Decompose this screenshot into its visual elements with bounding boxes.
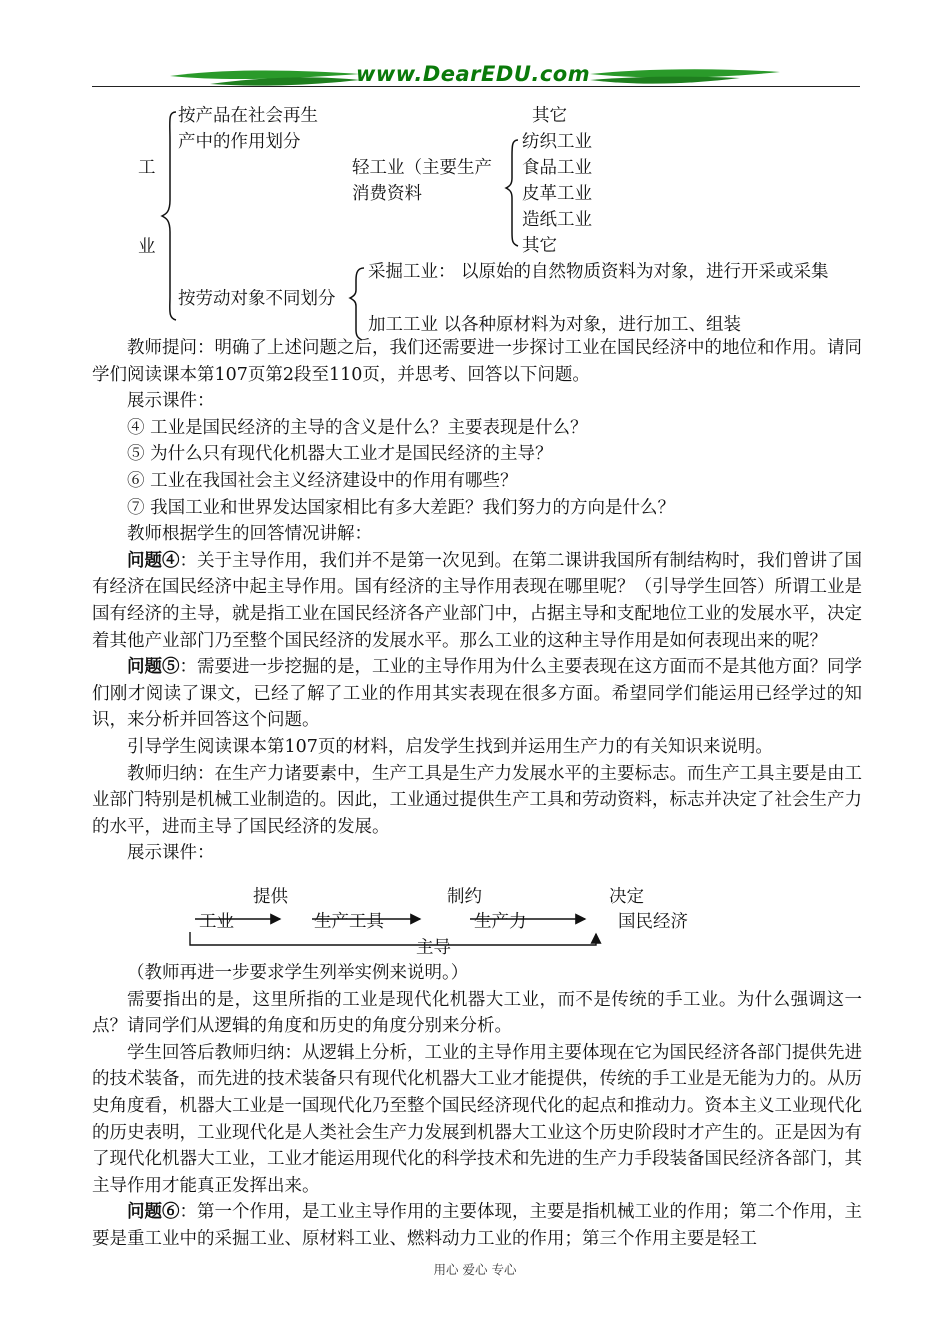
paragraph: 教师根据学生的回答情况讲解：	[127, 524, 372, 545]
arrow-lead-loop	[190, 932, 596, 945]
tree-root-top: 工	[138, 158, 156, 178]
question-7: ⑦ 我国工业和世界发达国家相比有多大差距？我们努力的方向是什么？	[127, 497, 676, 518]
question-label: 问题④	[127, 550, 180, 571]
page-footer: 用心 爱心 专心	[433, 1262, 517, 1277]
tree-qita-top: 其它	[532, 106, 567, 126]
flow-label-decide: 决定	[609, 887, 644, 907]
paragraph: 教师提问：明确了上述问题之后，我们还需要进一步探讨工业在国民经济中的地位和作用。请同学们阅读课本第107页第2段至110页，并思考、回答以下问题。	[92, 338, 862, 385]
paragraph-q6	[92, 1199, 862, 1252]
question-6: ⑥ 工业在我国社会主义经济建设中的作用有哪些？	[127, 470, 518, 491]
tree-branch2: 按劳动对象不同划分	[178, 289, 336, 309]
tree-branch1-line1: 按产品在社会再生	[178, 106, 318, 126]
paragraph: 学生回答后教师归纳：从逻辑上分析，工业的主导作用主要体现在它为国民经济各部门提供先进的技术装备，而先进的技术装备只有现代化机器大工业才能提供，传统的手工业是无能为力的。从历史角度看，机器大工业是一国现代化乃至整个国民经济现代化的起点和推动力。资本主义工业现代化的历史表明，工业现代化是人类社会生产力发展到机器大工业这个历史阶段时才产生的。正是因为有了现代化机器大工业，工业才能运用现代化的科学技术和先进的生产力手段装备国民经济各部门，其主导作用才能真正发挥出来。	[92, 1042, 862, 1196]
section-continuation	[92, 960, 862, 1253]
paragraph-text: ：需要进一步挖掘的是，工业的主导作用为什么主要表现在这方面而不是其他方面？同学们刚才阅读了课文，已经了解了工业的作用其实表现在很多方面。希望同学们能运用已经学过的知识，来分析并回答这个问题。	[92, 657, 862, 731]
tree-light-item: 其它	[522, 236, 557, 256]
flow-node-economy: 国民经济	[618, 912, 688, 932]
tree-light-item: 造纸工业	[522, 210, 592, 230]
tree-light-item: 纺织工业	[522, 132, 592, 152]
question-4: ④ 工业是国民经济的主导的含义是什么？主要表现是什么？	[127, 417, 588, 438]
tree-mining: 采掘工业： 以原始的自然物质资料为对象，进行开采或采集	[368, 262, 829, 282]
paragraph: （教师再进一步要求学生列举实例来说明。）	[127, 963, 469, 983]
paragraph: 教师归纳：在生产力诸要素中，生产工具是生产力发展水平的主要标志。而生产工具主要是由工业部门特别是机械工业制造的。因此，工业通过提供生产工具和劳动资料，标志并决定了社会生产力的水平，进而主导了国民经济的发展。	[92, 763, 862, 837]
flow-node-tools: 生产工具	[314, 912, 384, 932]
tree-light-item: 皮革工业	[522, 184, 592, 204]
paragraph: 展示课件：	[127, 391, 215, 412]
tree-light-item: 食品工业	[522, 158, 592, 178]
tree-branch1-line2: 产中的作用划分	[178, 132, 301, 152]
flow-node-productivity: 生产力	[474, 912, 527, 932]
flow-label-lead: 主导	[416, 938, 451, 958]
tree-root-bottom: 业	[138, 237, 156, 257]
paragraph-text: ：关于主导作用，我们并不是第一次见到。在第二课讲我国所有制结构时，我们曾讲了国有经济在国民经济中起主导作用。国有经济的主导作用表现在哪里呢？（引导学生回答）所谓工业是国有经济的主导，就是指工业在国民经济各产业部门中，占据主导和支配地位工业的发展水平，决定着其他产业部门乃至整个国民经济的发展水平。那么工业的这种主导作用是如何表现出来的呢？	[92, 550, 862, 651]
tree-processing: 加工工业 以各种原材料为对象，进行加工、组装	[368, 315, 742, 335]
paragraph: 引导学生阅读课本第107页的材料，启发学生找到并运用生产力的有关知识来说明。	[127, 736, 773, 757]
paragraph: 需要指出的是，这里所指的工业是现代化机器大工业，而不是传统的手工业。为什么强调这一点？请同学们从逻辑的角度和历史的角度分别来分析。	[92, 989, 862, 1037]
tree-light-line1: 轻工业（主要生产	[352, 158, 492, 178]
flow-label-restrict: 制约	[447, 887, 482, 907]
site-logo-text[interactable]: www.DearEDU.com	[356, 62, 591, 86]
question-label: 问题⑤	[127, 657, 180, 678]
tree-light-line2: 消费资料	[352, 184, 422, 204]
question-5: ⑤ 为什么只有现代化机器大工业才是国民经济的主导？	[127, 444, 553, 465]
flow-node-industry: 工业	[199, 912, 234, 932]
paragraph-text: ：第一个作用，是工业主导作用的主要体现，主要是指机械工业的作用；第二个作用，主要是重工业中的采掘工业、原材料工业、燃料动力工业的作用；第三个作用主要是轻工	[92, 1202, 862, 1249]
question-label: 问题⑥	[127, 1202, 180, 1223]
flow-label-provide: 提供	[253, 887, 288, 907]
paragraph: 展示课件：	[127, 843, 215, 864]
